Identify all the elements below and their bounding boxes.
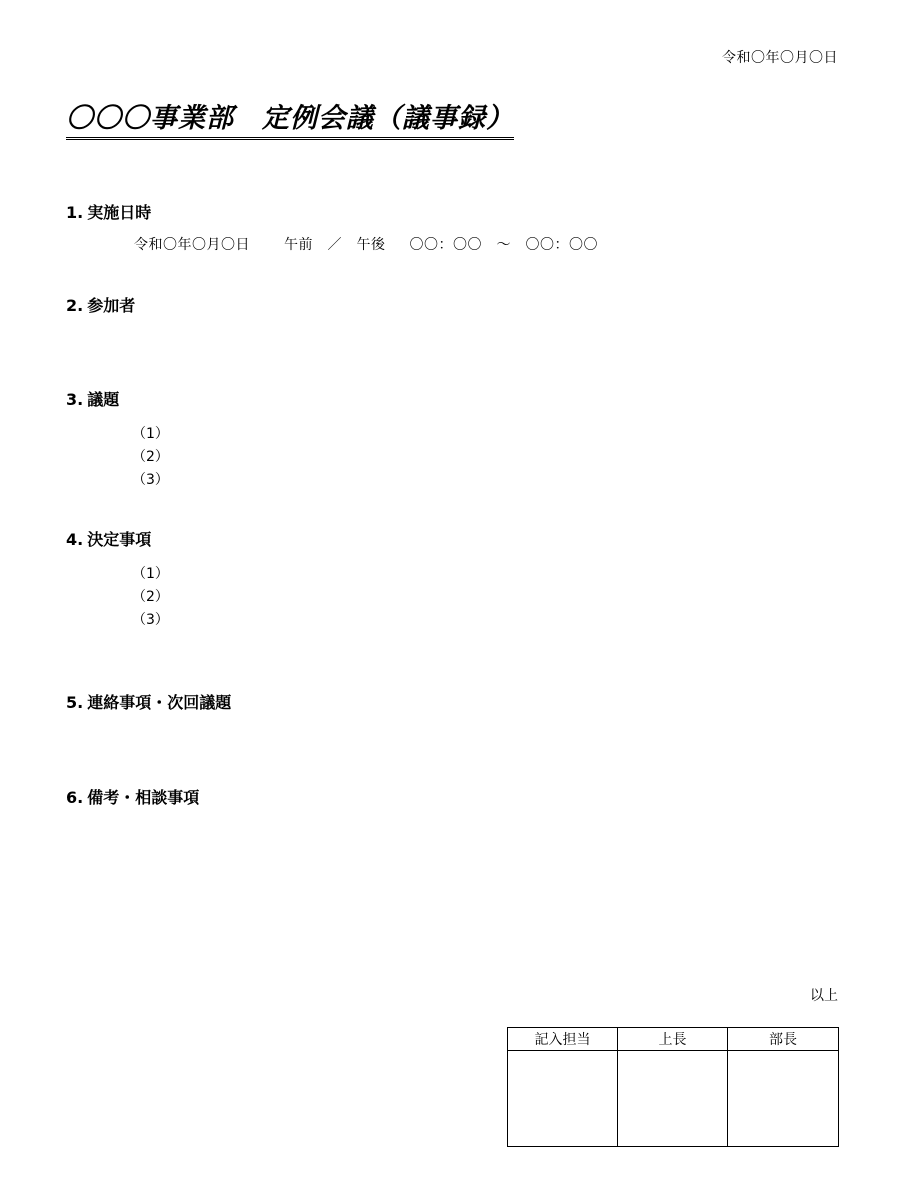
- agenda-item: （2）: [132, 449, 169, 465]
- section-label: 実施日時: [87, 203, 152, 222]
- approval-stamp-table: [507, 1027, 839, 1147]
- section-heading-remarks: [66, 785, 199, 808]
- agenda-item: （3）: [132, 472, 169, 488]
- decision-item: （3）: [132, 612, 169, 628]
- section-number: 5.: [66, 693, 84, 712]
- section-label: 備考・相談事項: [87, 788, 200, 807]
- section-number: 4.: [66, 530, 84, 549]
- section-label: 議題: [87, 390, 120, 409]
- section-number: 2.: [66, 296, 84, 315]
- closing-text: 以上: [810, 988, 838, 1004]
- approval-header-supervisor: 上長: [618, 1028, 728, 1051]
- agenda-item: （1）: [132, 426, 169, 442]
- section-heading-notices: [66, 690, 231, 713]
- section-label: 参加者: [87, 296, 136, 315]
- approval-header-recorder: 記入担当: [508, 1028, 618, 1051]
- stamp-box-manager: [728, 1051, 839, 1147]
- decision-item: （1）: [132, 566, 169, 582]
- section-heading-datetime: [66, 200, 151, 223]
- meeting-ampm: 午前 ／ 午後: [284, 237, 386, 253]
- meeting-datetime: [134, 234, 598, 254]
- section-number: 6.: [66, 788, 84, 807]
- section-heading-participants: [66, 293, 135, 316]
- stamp-box-recorder: [508, 1051, 618, 1147]
- section-number: 1.: [66, 203, 84, 222]
- section-heading-decisions: [66, 527, 151, 550]
- meeting-date: 令和〇年〇月〇日: [134, 237, 250, 253]
- meeting-time: 〇〇：〇〇 ～ 〇〇：〇〇: [409, 237, 598, 253]
- document-title: 〇〇〇事業部 定例会議（議事録）: [66, 96, 514, 140]
- section-heading-agenda: [66, 387, 119, 410]
- section-number: 3.: [66, 390, 84, 409]
- approval-header-manager: 部長: [728, 1028, 839, 1051]
- section-label: 決定事項: [87, 530, 152, 549]
- section-label: 連絡事項・次回議題: [87, 693, 232, 712]
- decision-item: （2）: [132, 589, 169, 605]
- document-date: 令和〇年〇月〇日: [722, 50, 838, 66]
- stamp-box-supervisor: [618, 1051, 728, 1147]
